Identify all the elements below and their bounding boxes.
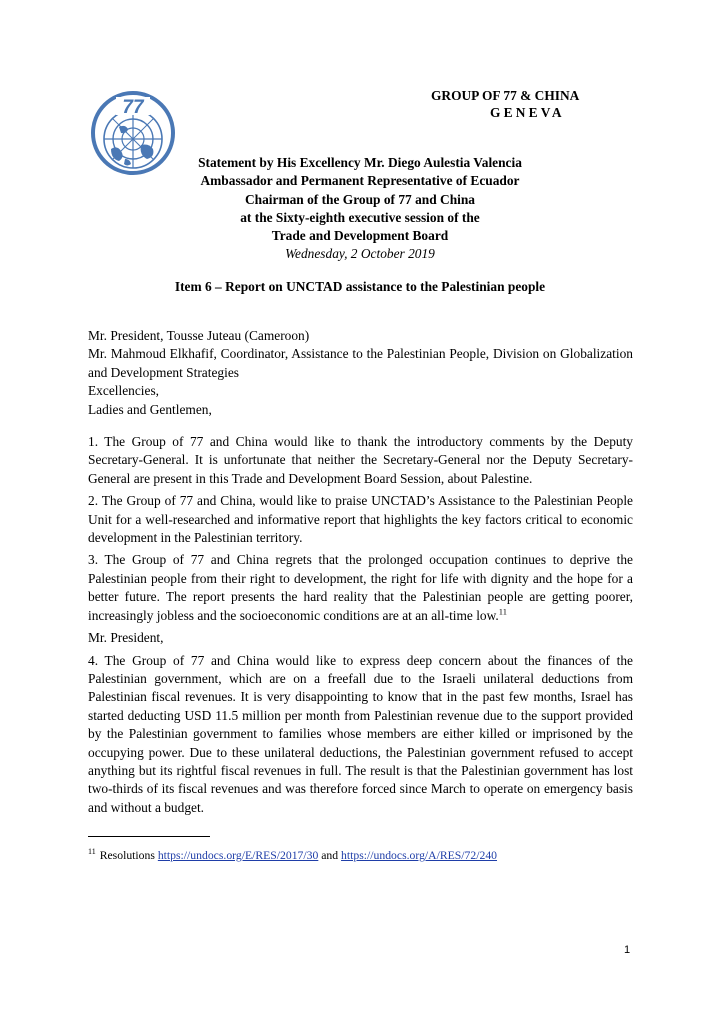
paragraph-4: 4. The Group of 77 and China would like to express deep concern about the finances of the Palestinian government, which are on a freefall due to the Israeli unilateral deductions from Palestinian fiscal revenues. It is very disappointing to know that in the past few months, Israel has started deducting USD 11.5 million per month from Palestinian revenue due to the support provided by the Palestinian government to families whose members are either killed or imprisoned by the occupying power. Due to these unilateral deductions, the Palestinian government refused to accept anything but its rightful fiscal revenues in full. The result is that the Palestinian government has lost two-thirds of its fiscal revenues and was therefore forced since March to operate on emergency basis and without a budget. <box>88 652 633 815</box>
agenda-item: Item 6 – Report on UNCTAD assistance to the Palestinian people <box>174 279 546 294</box>
footnote-prefix: Resolutions <box>99 848 155 862</box>
salutation <box>88 382 633 419</box>
footnote-reference[interactable]: 11 <box>498 606 507 617</box>
title-line: Ambassador and Permanent Representative of Ecuador <box>200 173 520 189</box>
paragraph-3-text: 3. The Group of 77 and China regrets that the prolonged occupation continues to deprive the Palestinian people from their right to development, the right for life with dignity and the hope for a better future. The report presents the hard reality that the Palestinian people are getting poorer, increasingly jobless and the socioeconomic conditions are at an all-time low. <box>88 552 633 623</box>
address-line: Mr. President, <box>88 630 164 646</box>
title-line: Statement by His Excellency Mr. Diego Aulestia Valencia <box>198 155 522 170</box>
page-number: 1 <box>624 944 631 956</box>
salutation-line: Mr. President, Tousse Juteau (Cameroon) <box>88 328 310 343</box>
title-line: at the Sixty-eighth executive session of the <box>240 209 480 225</box>
footnote-link-1[interactable]: https://undocs.org/E/RES/2017/30 <box>157 848 319 862</box>
title-line: Trade and Development Board <box>271 228 449 244</box>
salutation-line: Mr. Mahmoud Elkhafif, Coordinator, Assistance to the Palestinian People, Division on Globalization and Development Strategies <box>88 346 633 380</box>
footnote <box>88 847 497 862</box>
footnote-number: 11 <box>88 847 96 856</box>
paragraph-3 <box>88 551 633 625</box>
svg-text:77: 77 <box>122 97 144 118</box>
salutation <box>88 327 633 345</box>
salutation-line: Excellencies, <box>88 383 160 399</box>
statement-date: Wednesday, 2 October 2019 <box>285 246 435 261</box>
paragraph-1: 1. The Group of 77 and China would like to thank the introductory comments by the Deputy Secretary-General. It is unfortunate that neither the Secretary-General nor the Deputy Secretary-General are present in this Trade and Development Board Session, about Palestine. <box>88 434 633 486</box>
statement-title <box>0 154 720 245</box>
footnote-link-2[interactable]: https://undocs.org/A/RES/72/240 <box>341 848 498 862</box>
paragraph-2: 2. The Group of 77 and China, would like to praise UNCTAD’s Assistance to the Palestinian People Unit for a well-researched and informative report that highlights the key factors critical to economic development in the Palestinian territory. <box>88 493 633 546</box>
organization-name: GROUP OF 77 & CHINA <box>431 88 580 103</box>
footnote-joiner: and <box>321 848 339 862</box>
title-line: Chairman of the Group of 77 and China <box>244 191 476 207</box>
footnote-divider <box>88 836 210 837</box>
salutation-line: Ladies and Gentlemen, <box>88 401 212 417</box>
organization-city: GENEVA <box>490 105 565 120</box>
statement-body <box>88 327 633 817</box>
